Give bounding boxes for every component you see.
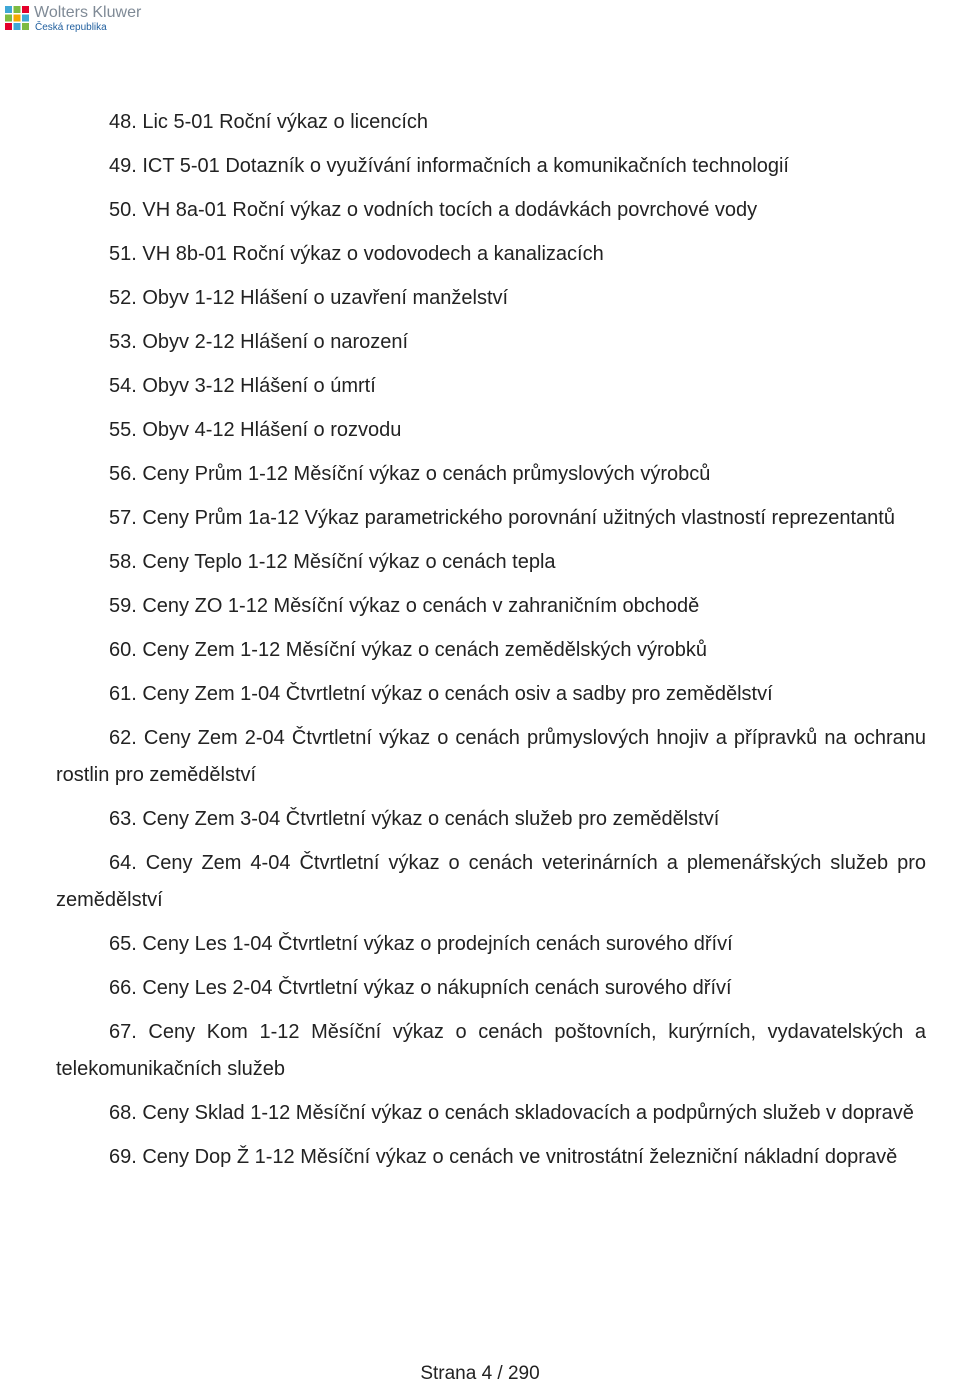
list-item: 49. ICT 5-01 Dotazník o využívání informačních a komunikačních technologií [109, 155, 789, 177]
list-item: 54. Obyv 3-12 Hlášení o úmrtí [109, 375, 376, 397]
list-item: 61. Ceny Zem 1-04 Čtvrtletní výkaz o cenách osiv a sadby pro zemědělství [109, 683, 773, 705]
list-item: 62. Ceny Zem 2-04 Čtvrtletní výkaz o cenách průmyslových hnojiv a přípravků na ochranu rostlin pro zemědělství [56, 727, 926, 786]
list-item: 51. VH 8b-01 Roční výkaz o vodovodech a kanalizacích [109, 243, 604, 265]
form-list [56, 104, 926, 1183]
list-item: 56. Ceny Prům 1-12 Měsíční výkaz o cenách průmyslových výrobců [109, 463, 711, 485]
list-item: 68. Ceny Sklad 1-12 Měsíční výkaz o cenách skladovacích a podpůrných služeb v dopravě [109, 1102, 914, 1124]
list-item: 59. Ceny ZO 1-12 Měsíční výkaz o cenách v zahraničním obchodě [109, 595, 700, 617]
list-item: 50. VH 8a-01 Roční výkaz o vodních tocích a dodávkách povrchové vody [109, 199, 758, 221]
list-item: 57. Ceny Prům 1a-12 Výkaz parametrického porovnání užitných vlastností reprezentantů [109, 507, 895, 529]
logo-name: Wolters Kluwer [34, 4, 142, 21]
list-item: 58. Ceny Teplo 1-12 Měsíční výkaz o cenách tepla [109, 551, 556, 573]
list-item: 65. Ceny Les 1-04 Čtvrtletní výkaz o prodejních cenách surového dříví [109, 933, 733, 955]
list-item: 55. Obyv 4-12 Hlášení o rozvodu [109, 419, 402, 441]
list-item: 66. Ceny Les 2-04 Čtvrtletní výkaz o nákupních cenách surového dříví [109, 977, 732, 999]
list-item: 67. Ceny Kom 1-12 Měsíční výkaz o cenách poštovních, kurýrních, vydavatelských a telekomunikačních služeb [56, 1021, 926, 1080]
list-item: 60. Ceny Zem 1-12 Měsíční výkaz o cenách zemědělských výrobků [109, 639, 708, 661]
logo-subtitle: Česká republika [35, 22, 107, 33]
list-item: 64. Ceny Zem 4-04 Čtvrtletní výkaz o cenách veterinárních a plemenářských služeb pro zemědělství [56, 852, 926, 911]
list-item: 53. Obyv 2-12 Hlášení o narození [109, 331, 409, 353]
list-item: 48. Lic 5-01 Roční výkaz o licencích [109, 111, 429, 133]
wolters-kluwer-logo-icon [4, 5, 30, 31]
page-number: Strana 4 / 290 [420, 1363, 540, 1384]
list-item: 69. Ceny Dop Ž 1-12 Měsíční výkaz o cenách ve vnitrostátní železniční nákladní dopravě [109, 1146, 898, 1168]
list-item: 63. Ceny Zem 3-04 Čtvrtletní výkaz o cenách služeb pro zemědělství [109, 808, 720, 830]
list-item: 52. Obyv 1-12 Hlášení o uzavření manželství [109, 287, 509, 309]
publisher-logo [4, 4, 154, 36]
